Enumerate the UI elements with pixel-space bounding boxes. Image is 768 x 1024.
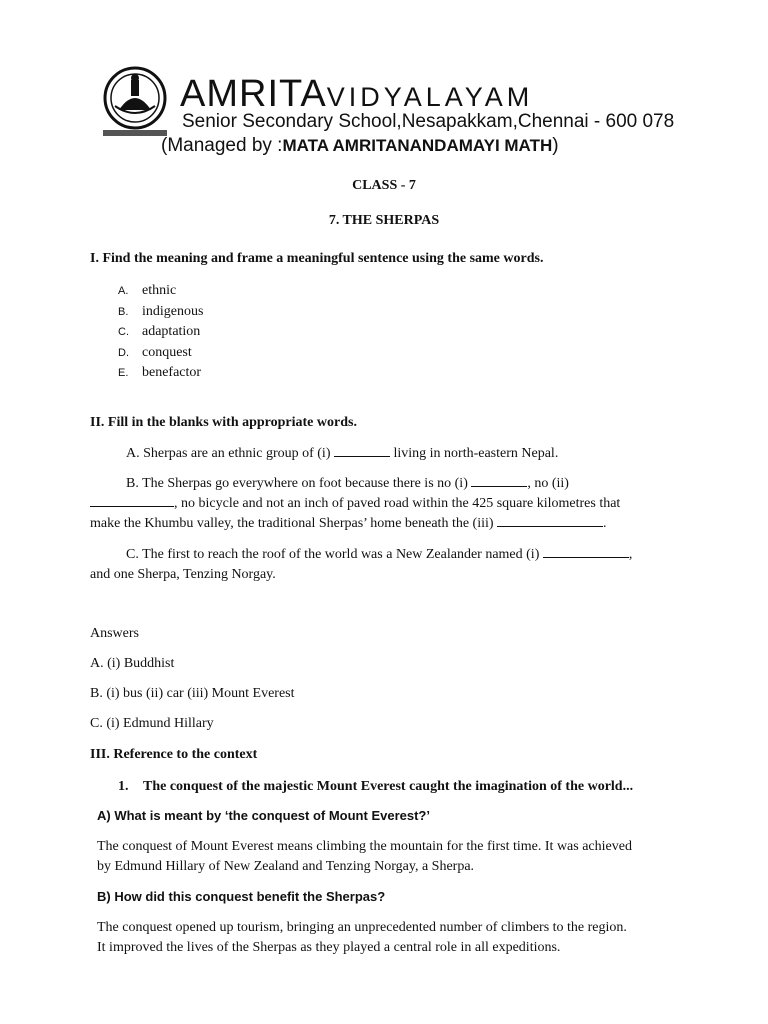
answer-a-line2: by Edmund Hillary of New Zealand and Tenzing Norgay, a Sherpa. bbox=[97, 859, 475, 874]
class-label: CLASS - 7 bbox=[352, 178, 416, 193]
fill-blank-b-line2 bbox=[90, 493, 620, 514]
list-item bbox=[118, 363, 203, 384]
answer-b: B. (i) bus (ii) car (iii) Mount Everest bbox=[90, 686, 295, 701]
list-letter: C. bbox=[118, 326, 129, 339]
list-letter: B. bbox=[118, 305, 129, 318]
answer-a: A. (i) Buddhist bbox=[90, 656, 175, 671]
answers-heading: Answers bbox=[90, 626, 139, 641]
fill-c-text: C. The first to reach the roof of the world was a New Zealander named (i) bbox=[126, 547, 543, 562]
list-word: indigenous bbox=[142, 303, 204, 319]
fill-b-text: B. The Sherpas go everywhere on foot because there is no (i) bbox=[126, 476, 472, 491]
managed-by-line bbox=[161, 135, 559, 157]
managed-prefix: (Managed by : bbox=[161, 135, 283, 156]
quote-number: 1. bbox=[118, 779, 129, 794]
list-item bbox=[118, 343, 203, 364]
chapter-title: 7. THE SHERPAS bbox=[328, 213, 440, 228]
fill-b-text-3: make the Khumbu valley, the traditional Sherpas’ home beneath the (iii) bbox=[90, 516, 498, 531]
school-name-main: AMRITA bbox=[180, 73, 327, 115]
answer-b-line2: It improved the lives of the Sherpas as they played a central role in all expeditions. bbox=[97, 940, 561, 955]
fill-b-text-2: , no bicycle and not an inch of paved road within the 425 square kilometres that bbox=[174, 496, 621, 511]
fill-blank-b-line1 bbox=[126, 473, 569, 494]
blank-line bbox=[543, 544, 629, 558]
fill-a-text-end: living in north-eastern Nepal. bbox=[389, 446, 559, 461]
list-word: conquest bbox=[142, 344, 192, 360]
fill-b-text-3-end: . bbox=[603, 516, 607, 531]
answer-c: C. (i) Edmund Hillary bbox=[90, 716, 214, 731]
list-item bbox=[118, 281, 203, 302]
blank-line bbox=[90, 493, 174, 507]
school-emblem-icon bbox=[97, 66, 173, 138]
question-a: A) What is meant by ‘the conquest of Mount Everest?’ bbox=[97, 808, 430, 823]
school-address: Senior Secondary School,Nesapakkam,Chennai - 600 078 bbox=[182, 111, 675, 132]
list-item bbox=[118, 322, 203, 343]
quote-text: The conquest of the majestic Mount Everest caught the imagination of the world... bbox=[143, 779, 634, 794]
managed-suffix: ) bbox=[552, 135, 559, 156]
fill-blank-a bbox=[126, 443, 558, 464]
fill-b-text-mid: , no (ii) bbox=[527, 476, 569, 491]
school-name-sub: VIDYALAYAM bbox=[326, 82, 534, 112]
blank-line bbox=[497, 513, 603, 527]
list-item bbox=[118, 302, 203, 323]
list-word: benefactor bbox=[142, 365, 202, 381]
blank-line bbox=[334, 443, 390, 457]
list-word: adaptation bbox=[142, 324, 201, 340]
fill-a-text: A. Sherpas are an ethnic group of (i) bbox=[126, 446, 334, 461]
list-letter: D. bbox=[118, 346, 129, 359]
section-3-heading: III. Reference to the context bbox=[90, 747, 258, 762]
context-quote bbox=[118, 777, 633, 797]
question-b: B) How did this conquest benefit the Sherpas? bbox=[97, 889, 386, 904]
fill-blank-c-line2: and one Sherpa, Tenzing Norgay. bbox=[90, 567, 276, 582]
list-letter: E. bbox=[118, 367, 129, 380]
answer-a-line1: The conquest of Mount Everest means climbing the mountain for the first time. It was achieved bbox=[97, 839, 632, 854]
fill-blank-b-line3 bbox=[90, 513, 607, 534]
managed-name: MATA AMRITANANDAMAYI MATH bbox=[282, 136, 553, 155]
answer-b-line1: The conquest opened up tourism, bringing an unprecedented number of climbers to the region. bbox=[97, 920, 627, 935]
section-2-heading: II. Fill in the blanks with appropriate words. bbox=[90, 415, 357, 430]
vocab-list bbox=[118, 281, 203, 384]
list-letter: A. bbox=[118, 285, 129, 298]
fill-blank-c-line1 bbox=[126, 544, 632, 565]
fill-c-text-end: , bbox=[628, 547, 633, 562]
list-word: ethnic bbox=[142, 283, 177, 299]
section-1-heading: I. Find the meaning and frame a meaningful sentence using the same words. bbox=[90, 251, 544, 266]
blank-line bbox=[471, 473, 527, 487]
